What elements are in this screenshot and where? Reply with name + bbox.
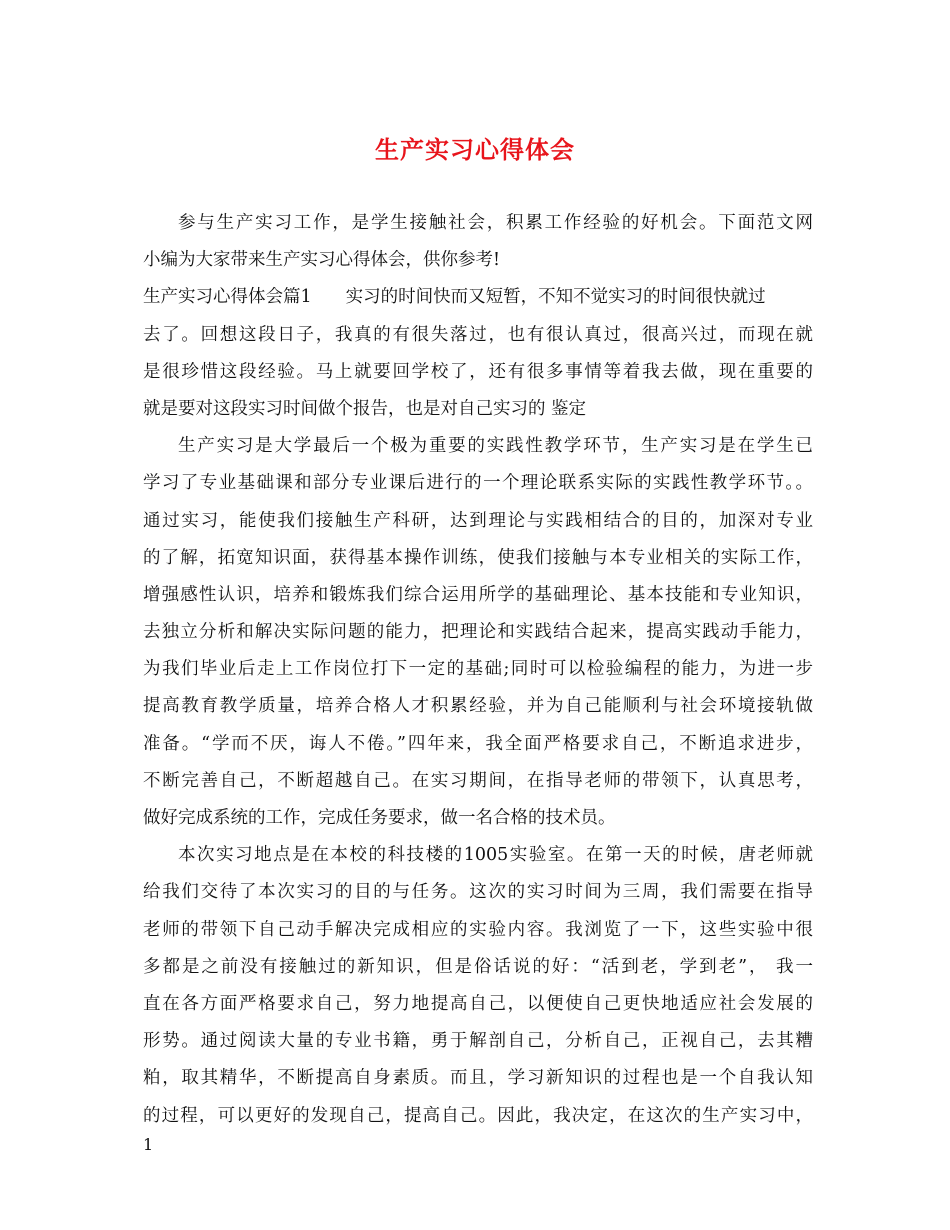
page-number: 1 <box>143 1135 154 1154</box>
text-line: 的过程，可以更好的发现自己，提高自己。因此，我决定，在这次的生产实习中， <box>143 1105 813 1126</box>
text-line: 就是要对这段实习时间做个报告，也是对自己实习的 鉴定 <box>143 398 587 419</box>
text-line: 的了解，拓宽知识面，获得基本操作训练，使我们接触与本专业相关的实际工作， <box>143 547 813 568</box>
text-line: 通过实习，能使我们接触生产科研，达到理论与实践相结合的目的，加深对专业 <box>143 510 813 531</box>
text-line: 是很珍惜这段经验。马上就要回学校了，还有很多事情等着我去做，现在重要的 <box>143 361 813 382</box>
text-line: 为我们毕业后走上工作岗位打下一定的基础;同时可以检验编程的能力，为进一步 <box>143 659 813 680</box>
text-line: 增强感性认识，培养和锻炼我们综合运用所学的基础理论、基本技能和专业知识， <box>143 584 813 605</box>
text-line: 生产实习是大学最后一个极为重要的实践性教学环节，生产实习是在学生已 <box>178 436 813 457</box>
text-line: 去了。回想这段日子，我真的有很失落过，也有很认真过，很高兴过，而现在就 <box>143 324 813 345</box>
section-heading: 生产实习心得体会篇1 <box>143 287 312 308</box>
text-line: 直在各方面严格要求自己，努力地提高自己，以便使自己更快地适应社会发展的 <box>143 993 813 1014</box>
text-line: 多都是之前没有接触过的新知识，但是俗话说的好：“活到老，学到老”， 我一 <box>143 956 813 977</box>
text-line: 准备。“学而不厌，诲人不倦。”四年来，我全面严格要求自己，不断追求进步， <box>143 733 813 754</box>
text-line: 给我们交待了本次实习的目的与任务。这次的实习时间为三周，我们需要在指导 <box>143 882 813 903</box>
document-title: 生产实习心得体会 <box>375 135 575 164</box>
text-line <box>143 279 813 316</box>
text-line: 小编为大家带来生产实习心得体会，供你参考! <box>143 250 501 271</box>
text-line: 老师的带领下自己动手解决完成相应的实验内容。我浏览了一下，这些实验中很 <box>143 919 813 940</box>
text-line: 参与生产实习工作，是学生接触社会，积累工作经验的好机会。下面范文网 <box>178 213 813 233</box>
text-line: 去独立分析和解决实际问题的能力，把理论和实践结合起来，提高实践动手能力， <box>143 622 813 643</box>
text-line: 提高教育教学质量，培养合格人才积累经验，并为自己能顺利与社会环境接轨做 <box>143 696 813 717</box>
document-body <box>143 205 813 1135</box>
text-line: 不断完善自己，不断超越自己。在实习期间，在指导老师的带领下，认真思考， <box>143 770 813 791</box>
text-line: 本次实习地点是在本校的科技楼的1005实验室。在第一天的时候，唐老师就 <box>178 845 813 866</box>
text-line: 形势。通过阅读大量的专业书籍，勇于解剖自己，分析自己，正视自己，去其糟 <box>143 1031 813 1052</box>
line-text: 实习的时间快而又短暂，不知不觉实习的时间很快就过 <box>345 287 766 308</box>
text-line: 做好完成系统的工作，完成任务要求，做一名合格的技术员。 <box>143 808 616 828</box>
text-line: 学习了专业基础课和部分专业课后进行的一个理论联系实际的实践性教学环节。。 <box>143 473 813 494</box>
text-line: 粕，取其精华，不断提高自身素质。而且，学习新知识的过程也是一个自我认知 <box>143 1068 813 1089</box>
